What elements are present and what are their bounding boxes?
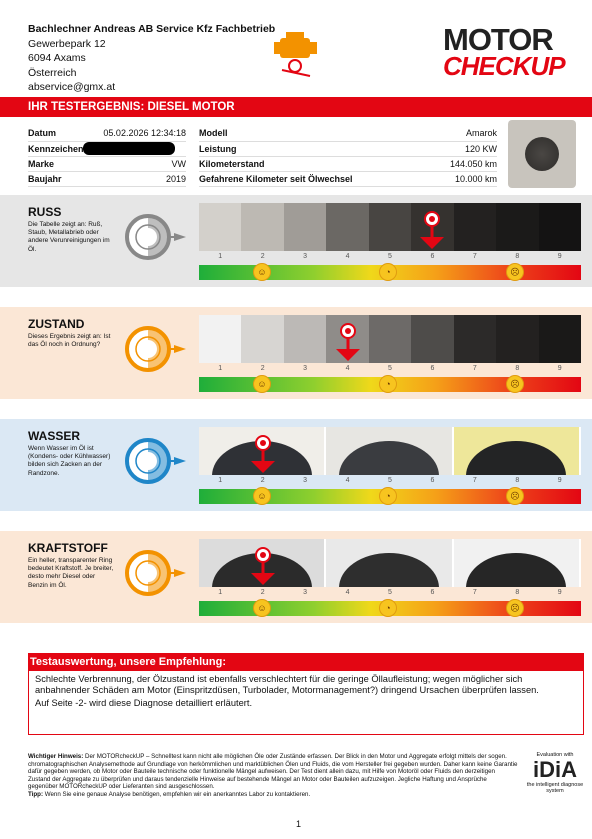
scale-number: 1 [218,365,223,372]
scale-number: 8 [515,253,520,260]
page-number: 1 [296,819,302,829]
baujahr-label: Baujahr [28,171,91,186]
engine-logo-icon [270,24,322,80]
motor-checkup-logo [443,22,583,81]
result-text-2: Auf Seite -2- wird diese Diagnose detailliert erläutert. [35,698,253,708]
scale-numbers [199,477,581,484]
idia-eval-text: Evaluation with [536,752,574,758]
section-zustand [0,307,592,399]
scale-numbers [199,365,581,372]
scale-numbers [199,589,581,596]
scale-number: 5 [388,589,392,596]
section-title: ZUSTAND [28,317,85,331]
scale-number: 6 [430,589,435,596]
scale-number: 4 [345,253,350,260]
scale-number: 8 [515,589,520,596]
company-city: 6094 Axams [28,52,86,65]
happy-face-icon: ☺ [253,487,271,505]
scale-number: 5 [388,365,392,372]
scale-number: 2 [260,365,265,372]
result-marker-icon [417,207,447,253]
scale-number: 2 [260,589,265,596]
section-title: KRAFTSTOFF [28,541,108,555]
sad-face-icon: ☹ [506,375,524,393]
vehicle-info-right [199,126,497,187]
company-address [28,22,275,95]
section-description: Die Tabelle zeigt an: Ruß, Staub, Metallabrieb oder andere Verunreinigungen im Öl. [28,221,110,253]
datum-label: Datum [28,126,91,141]
happy-face-icon: ☺ [253,263,271,281]
datum-value: 05.02.2026 12:34:18 [91,126,186,141]
result-banner: IHR TESTERGEBNIS: DIESEL MOTOR [0,97,592,117]
tipp-text: Wenn Sie eine genaue Analyse benötigen, empfehlen wir ein anerkanntes Labor zu kontaktieren. [44,790,311,798]
scale-number: 2 [260,253,265,260]
result-box [28,671,584,735]
scale-number: 5 [388,477,392,484]
scale-number: 8 [515,477,520,484]
oil-ring-icon [124,211,194,263]
leistung-value: 120 KW [427,141,497,156]
logo-motor-text: MOTOR [443,22,553,57]
result-heading: Testauswertung, unsere Empfehlung: [28,653,584,671]
scale-number: 7 [472,589,477,596]
km-value: 144.050 km [427,156,497,171]
vehicle-info-left [28,126,186,187]
scale-number: 7 [472,253,477,260]
oil-ring-icon [124,435,194,487]
sad-face-icon: ☹ [506,487,524,505]
neutral-face-icon: ◔ [379,263,397,281]
scale-number: 2 [260,477,265,484]
sample-strip [199,203,581,251]
section-description: Wenn Wasser im Öl ist (Kondens- oder Kühlwasser) bilden sich Zacken an der Randzone. [28,445,111,477]
scale-number: 1 [218,253,223,260]
happy-face-icon: ☺ [253,375,271,393]
result-text: Schlechte Verbrennung, der Ölzustand ist ebenfalls verschlechtert für die geringe Öllaufleistung; wegen möglicher sich anbahnender Schäden am Motor (Einspritzdüsen, Turbolader, Motormanagement?) dringend Ursachen überprüfen lassen. [35,674,539,695]
section-title: WASSER [28,429,81,443]
sample-strip [199,315,581,363]
scale-number: 1 [218,477,223,484]
notice-text: Der MOTORcheckUP – Schnelltest kann nicht alle möglichen Öle oder Zustände erfassen. Der Blick in den Motor und Aggregate erfolgt mittels der sogen. chromatographischen Analysemethode auf Grundlage von herkömmlichen und marktüblichen Ölen und Fluids, die vom Hersteller frei gegeben wurden. Daher kann keine Garantie dafür gegeben werden, ob Motor oder Bauteile technische oder funktionelle Mängel aufweisen. Der Test dient allein dazu, mit Hilfe von Motoröl oder Fluids den derzeitigen Zustand der Aggregate zu überprüfen und daraus tendenzielle Hinweise auf bestehende Mängel an Motor oder Bauteilen aufzuzeigen. Jegliche Haftung und Ansprüche gegenüber MOTORcheckUP oder Lieferanten sind ausgeschlossen. [28,753,518,791]
oil-ring-icon [124,547,194,599]
idia-sub: the intelligent diagnose system [526,782,584,794]
result-marker-icon [333,319,363,365]
scale-number: 9 [557,477,562,484]
section-wasser [0,419,592,511]
scale-number: 6 [430,477,435,484]
scale-number: 6 [430,253,435,260]
section-kraftstoff [0,531,592,623]
scale-number: 1 [218,589,223,596]
baujahr-value: 2019 [91,171,186,186]
section-description: Dieses Ergebnis zeigt an: Ist das Öl noch in Ordnung? [28,333,111,349]
leistung-label: Leistung [199,141,427,156]
oelkm-label: Gefahrene Kilometer seit Ölwechsel [199,171,427,186]
notice-label: Wichtiger Hinweis: [28,753,84,760]
company-street: Gewerbepark 12 [28,37,106,50]
neutral-face-icon: ◔ [379,599,397,617]
happy-face-icon: ☺ [253,599,271,617]
scale-number: 9 [557,253,562,260]
modell-label: Modell [199,126,427,141]
scale-number: 9 [557,365,562,372]
scale-numbers [199,253,581,260]
scale-number: 4 [345,589,350,596]
scale-number: 4 [345,477,350,484]
result-marker-icon [248,543,278,589]
kennzeichen-label: Kennzeichen [28,141,91,156]
company-email[interactable]: abservice@gmx.at [28,81,116,94]
company-country: Österreich [28,66,77,79]
sad-face-icon: ☹ [506,599,524,617]
scale-number: 3 [303,365,308,372]
redacted-plate [83,142,175,155]
oil-ring-icon [124,323,194,375]
neutral-face-icon: ◔ [379,487,397,505]
neutral-face-icon: ◔ [379,375,397,393]
scale-number: 5 [388,253,392,260]
marke-label: Marke [28,156,91,171]
scale-number: 3 [303,253,308,260]
oelkm-value: 10.000 km [427,171,497,186]
scale-number: 4 [345,365,350,372]
section-description: Ein heller, transparenter Ring bedeutet Kraftstoff. Je breiter, desto mehr Diesel oder Benzin im Öl. [28,557,114,589]
section-russ [0,195,592,287]
tipp-label: Tipp: [28,790,44,798]
scale-number: 6 [430,365,435,372]
scale-number: 8 [515,365,520,372]
scale-number: 9 [557,589,562,596]
scale-number: 3 [303,589,308,596]
marke-value: VW [91,156,186,171]
scale-number: 7 [472,365,477,372]
important-notice [28,753,518,799]
company-name: Bachlechner Andreas AB Service Kfz Fachbetrieb [28,23,276,35]
km-label: Kilometerstand [199,156,427,171]
logo-checkup-text: CHECKUP [443,51,565,81]
scale-number: 3 [303,477,308,484]
idia-logo [525,752,585,794]
modell-value: Amarok [427,126,497,141]
idia-name: iDiA [533,757,577,782]
scale-number: 7 [472,477,477,484]
sad-face-icon: ☹ [506,263,524,281]
result-marker-icon [248,431,278,477]
section-title: RUSS [28,205,62,219]
oil-sample-photo [508,120,576,188]
